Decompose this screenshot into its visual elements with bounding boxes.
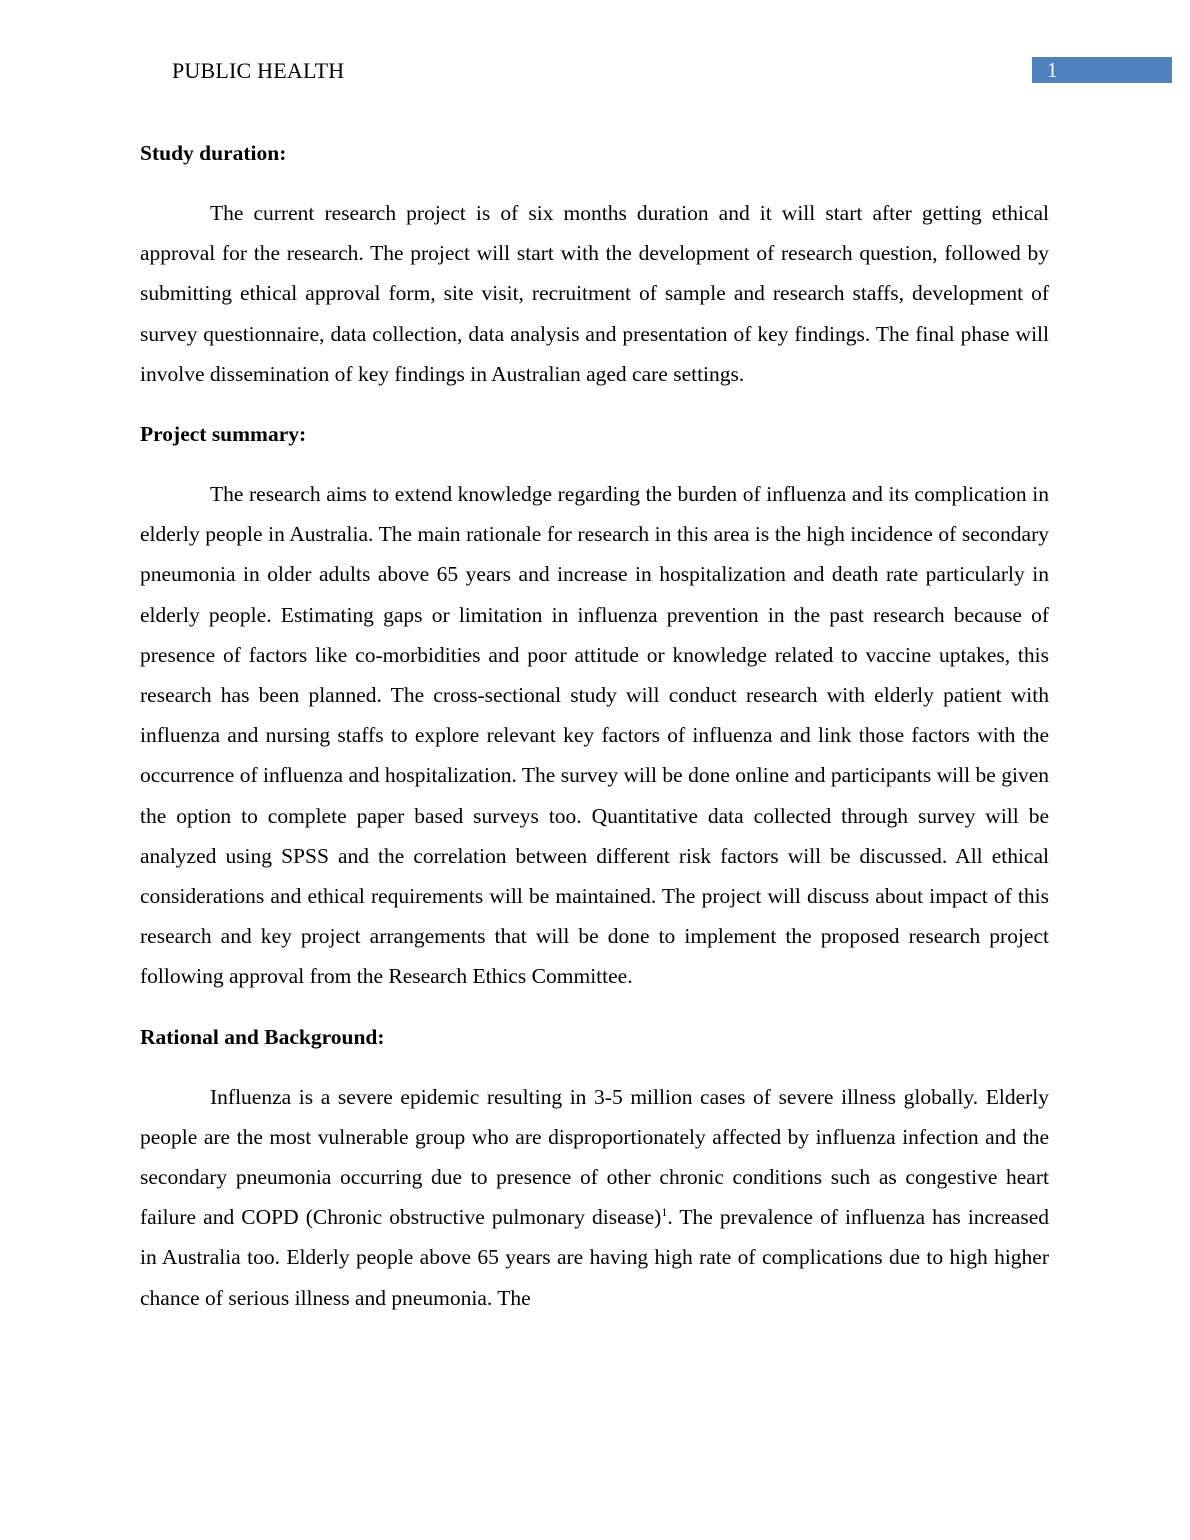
page-number-badge: 1: [1032, 57, 1172, 83]
paragraph-rational-background: [140, 1077, 1049, 1318]
section-heading-study-duration: Study duration:: [140, 141, 287, 165]
section-heading-rational-background: Rational and Background:: [140, 1024, 385, 1049]
section-heading-project-summary: Project summary:: [140, 422, 307, 447]
document-body: [140, 133, 1049, 1338]
reference-marker: 1: [661, 1205, 668, 1220]
paragraph-study-duration: The current research project is of six months duration and it will start after getting ethical approval for the research. The project will start with the development of research question, followed by submitting ethical approval form, site visit, recruitment of sample and research staffs, development of survey questionnaire, data collection, data analysis and presentation of key findings. The final phase will involve dissemination of key findings in Australian aged care settings.: [140, 201, 1049, 386]
paragraph-text-before-reference: Influenza is a severe epidemic resulting in 3-5 million cases of severe illness globally. Elderly people are the most vulnerable group who are disproportionately affected by influenza infection and the secondary pneumonia occurring due to presence of other chronic conditions such as congestive heart failure and COPD (Chronic obstructive pulmonary disease): [140, 1084, 1049, 1230]
running-header-title: PUBLIC HEALTH: [172, 58, 345, 83]
paragraph-text-after-reference: . The prevalence of influenza has increased in Australia too. Elderly people above 65 years are having high rate of complications due to high higher chance of serious illness and pneumonia. The: [140, 1205, 1049, 1310]
paragraph-project-summary: The research aims to extend knowledge regarding the burden of influenza and its complication in elderly people in Australia. The main rationale for research in this area is the high incidence of secondary pneumonia in older adults above 65 years and increase in hospitalization and death rate particularly in elderly people. Estimating gaps or limitation in influenza prevention in the past research because of presence of factors like co-morbidities and poor attitude or knowledge related to vaccine uptakes, this research has been planned. The cross-sectional study will conduct research with elderly patient with influenza and nursing staffs to explore relevant key factors of influenza and link those factors with the occurrence of influenza and hospitalization. The survey will be done online and participants will be given the option to complete paper based surveys too. Quantitative data collected through survey will be analyzed using SPSS and the correlation between different risk factors will be discussed. All ethical considerations and ethical requirements will be maintained. The project will discuss about impact of this research and key project arrangements that will be done to implement the proposed research project following approval from the Research Ethics Committee.: [140, 482, 1049, 989]
